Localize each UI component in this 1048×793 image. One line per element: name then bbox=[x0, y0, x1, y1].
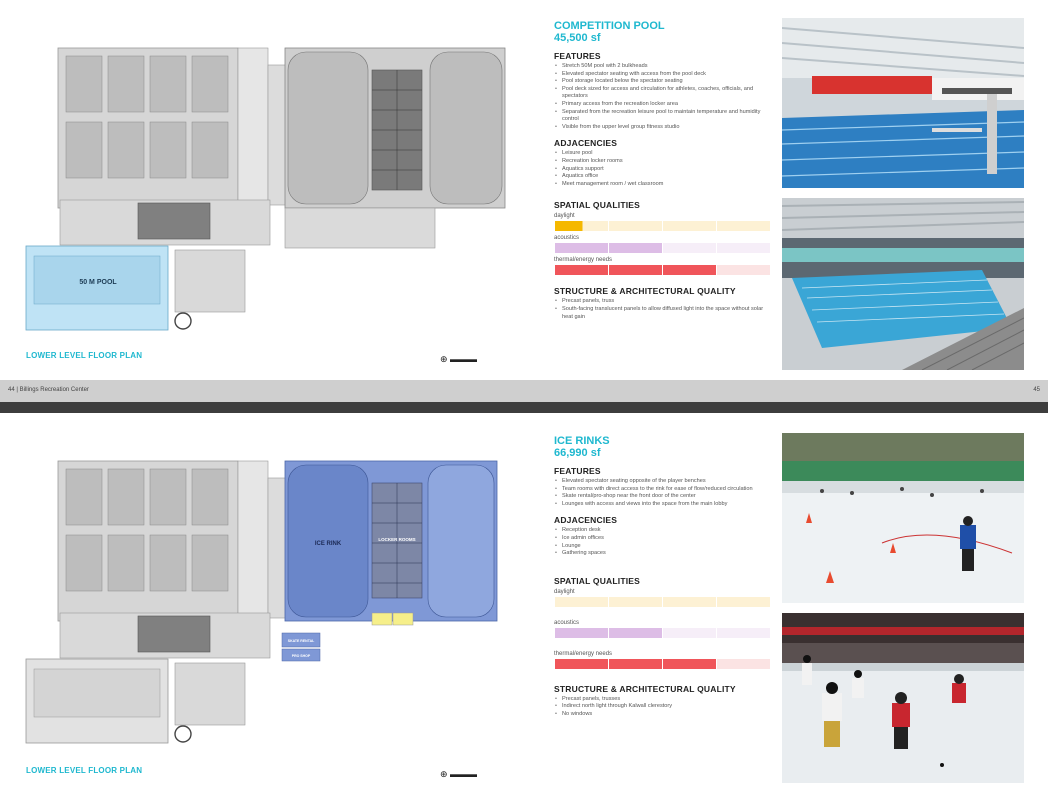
quality-bar-segment bbox=[555, 628, 609, 638]
structure-list bbox=[554, 298, 772, 321]
list-item: • South-facing translucent panels to allow diffused light into the space without solar heat gain bbox=[554, 306, 772, 321]
features-list bbox=[554, 63, 772, 131]
photo-pool-diving bbox=[782, 18, 1024, 188]
features-heading: FEATURES bbox=[554, 466, 601, 476]
quality-bar bbox=[554, 658, 772, 670]
floor-plan-ice bbox=[20, 423, 520, 753]
quality-bar-segment bbox=[609, 659, 663, 669]
features-heading: FEATURES bbox=[554, 51, 601, 61]
photo-public-skating bbox=[782, 433, 1024, 603]
floor-plan-label: LOWER LEVEL FLOOR PLAN bbox=[26, 351, 143, 360]
section-title: COMPETITION POOL bbox=[554, 20, 665, 32]
list-item: • Gathering spaces bbox=[554, 550, 772, 558]
quality-label: acoustics bbox=[554, 619, 580, 626]
structure-list bbox=[554, 696, 772, 719]
list-item: • Leisure pool bbox=[554, 150, 772, 158]
list-item: • Precast panels, truss bbox=[554, 298, 772, 306]
quality-bar-segment bbox=[717, 265, 771, 275]
structure-heading: STRUCTURE & ARCHITECTURAL QUALITY bbox=[554, 286, 736, 297]
north-arrow-icon: ⊕ ▬▬▬ bbox=[440, 769, 478, 779]
floor-plan-pool bbox=[20, 10, 520, 340]
footer-left-text: 44 | Billings Recreation Center bbox=[8, 387, 89, 393]
north-arrow-icon: ⊕ ▬▬▬ bbox=[440, 354, 478, 364]
quality-label: thermal/energy needs bbox=[554, 257, 613, 264]
spatial-qualities-bars bbox=[554, 589, 772, 670]
list-item: • Precast panels, trusses bbox=[554, 696, 772, 704]
plan-room-label-rink: ICE RINK bbox=[314, 541, 342, 547]
quality-bar-segment bbox=[663, 265, 717, 275]
list-item: • Meet management room / wet classroom bbox=[554, 181, 772, 189]
footer-page-number: 45 bbox=[1033, 387, 1040, 393]
quality-bar bbox=[554, 627, 772, 639]
quality-bar bbox=[554, 242, 772, 254]
plan-room-label-proshop: PRO SHOP bbox=[291, 654, 311, 658]
list-item: • Recreation locker rooms bbox=[554, 158, 772, 166]
list-item: • No windows bbox=[554, 711, 772, 719]
spatial-qualities-heading: SPATIAL QUALITIES bbox=[554, 200, 641, 211]
plan-room-label-skate: SKATE RENTAL bbox=[287, 639, 315, 643]
page-spread-ice bbox=[0, 413, 1048, 793]
ice-info-column bbox=[554, 435, 772, 719]
quality-bar-segment bbox=[663, 243, 717, 253]
quality-bar-segment bbox=[609, 243, 663, 253]
quality-bar bbox=[554, 596, 772, 608]
spatial-qualities-bars bbox=[554, 213, 772, 276]
divider bbox=[0, 402, 1048, 413]
plan-room-label-locker: LOCKER ROOMS bbox=[378, 537, 416, 542]
quality-bar-segment bbox=[555, 243, 609, 253]
section-area: 45,500 sf bbox=[554, 32, 601, 44]
page-spread-pool bbox=[0, 0, 1048, 380]
adjacencies-list bbox=[554, 527, 772, 557]
quality-bar-segment bbox=[717, 659, 771, 669]
quality-bar-segment bbox=[555, 221, 609, 231]
quality-label: daylight bbox=[554, 213, 575, 220]
list-item: • Indirect north light through Kalwall clerestory bbox=[554, 703, 772, 711]
list-item: • Aquatics support bbox=[554, 166, 772, 174]
quality-bar-segment bbox=[609, 628, 663, 638]
quality-bar-segment bbox=[609, 221, 663, 231]
pool-info-column bbox=[554, 20, 772, 321]
photo-youth-hockey bbox=[782, 613, 1024, 783]
structure-heading: STRUCTURE & ARCHITECTURAL QUALITY bbox=[554, 683, 736, 694]
quality-label: daylight bbox=[554, 588, 575, 595]
quality-bar-segment bbox=[555, 659, 609, 669]
quality-bar bbox=[554, 264, 772, 276]
quality-bar-segment bbox=[555, 597, 609, 607]
list-item: • Primary access from the recreation locker area bbox=[554, 101, 772, 109]
quality-bar-segment bbox=[717, 243, 771, 253]
quality-bar-segment bbox=[663, 628, 717, 638]
photo-pool-overview bbox=[782, 198, 1024, 370]
list-item: • Aquatics office bbox=[554, 173, 772, 181]
plan-room-label: 50 M POOL bbox=[79, 279, 117, 286]
list-item: • Lounge bbox=[554, 543, 772, 551]
list-item: • Elevated spectator seating opposite of the player benches bbox=[554, 478, 772, 486]
spatial-qualities-heading: SPATIAL QUALITIES bbox=[554, 575, 641, 586]
quality-bar-segment bbox=[663, 221, 717, 231]
list-item: • Team rooms with direct access to the rink for ease of flow/reduced circulation bbox=[554, 486, 772, 494]
list-item: • Separated from the recreation leisure pool to maintain temperature and humidity control bbox=[554, 109, 772, 124]
quality-label: acoustics bbox=[554, 235, 580, 242]
list-item: • Pool deck sized for access and circulation for athletes, coaches, officials, and spectators bbox=[554, 86, 772, 101]
list-item: • Lounges with access and views into the space from the main lobby bbox=[554, 501, 772, 509]
list-item: • Stretch 50M pool with 2 bulkheads bbox=[554, 63, 772, 71]
features-list bbox=[554, 478, 772, 508]
list-item: • Elevated spectator seating with access from the pool deck bbox=[554, 71, 772, 79]
quality-bar-segment bbox=[717, 597, 771, 607]
quality-bar-segment bbox=[717, 221, 771, 231]
quality-bar-segment bbox=[717, 628, 771, 638]
adjacencies-heading: ADJACENCIES bbox=[554, 138, 618, 149]
adjacencies-heading: ADJACENCIES bbox=[554, 515, 618, 526]
list-item: • Skate rental/pro-shop near the front door of the center bbox=[554, 493, 772, 501]
list-item: • Pool storage located below the spectator seating bbox=[554, 78, 772, 86]
quality-bar-segment bbox=[663, 659, 717, 669]
section-title: ICE RINKS bbox=[554, 435, 610, 447]
adjacencies-list bbox=[554, 150, 772, 188]
list-item: • Ice admin offices bbox=[554, 535, 772, 543]
floor-plan-label: LOWER LEVEL FLOOR PLAN bbox=[26, 766, 143, 775]
section-area: 66,990 sf bbox=[554, 447, 601, 459]
quality-bar-segment bbox=[609, 265, 663, 275]
quality-bar-segment bbox=[555, 265, 609, 275]
page-footer bbox=[0, 380, 1048, 402]
quality-bar bbox=[554, 220, 772, 232]
quality-bar-segment bbox=[609, 597, 663, 607]
quality-bar-segment bbox=[663, 597, 717, 607]
list-item: • Visible from the upper level group fitness studio bbox=[554, 124, 772, 132]
list-item: • Reception desk bbox=[554, 527, 772, 535]
quality-label: thermal/energy needs bbox=[554, 650, 613, 657]
